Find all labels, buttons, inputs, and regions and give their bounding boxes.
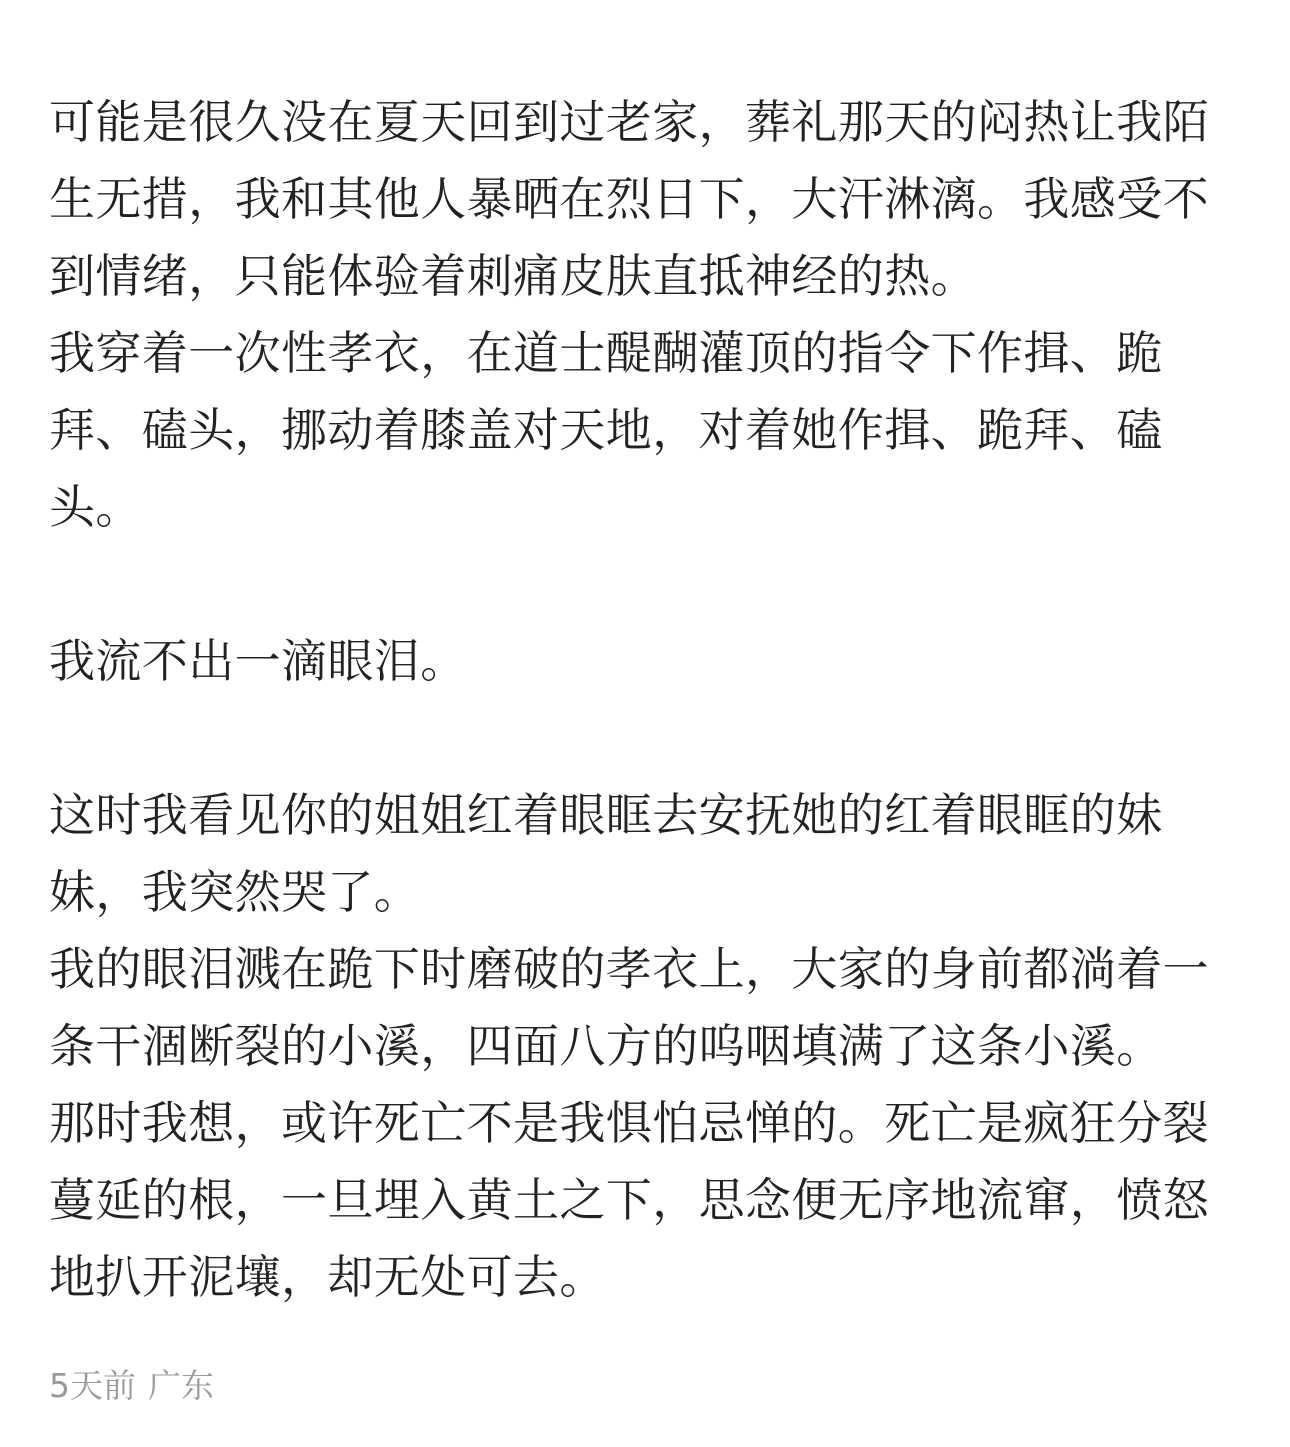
post-text-line: 生无措，我和其他人暴晒在烈日下，大汗淋漓。我感受不 bbox=[49, 172, 1209, 226]
post-time: 5天前 bbox=[49, 1366, 136, 1405]
post-text-line: 条干涸断裂的小溪，四面八方的呜咽填满了这条小溪。 bbox=[49, 1019, 1163, 1073]
post-text-line: 拜、磕头，挪动着膝盖对天地，对着她作揖、跪拜、磕 bbox=[49, 403, 1163, 457]
post-text-line: 到情绪，只能体验着刺痛皮肤直抵神经的热。 bbox=[49, 249, 977, 303]
post-text-line: 蔓延的根，一旦埋入黄土之下，思念便无序地流窜，愤怒 bbox=[49, 1173, 1209, 1227]
paragraph-gap bbox=[49, 700, 1249, 777]
post-text-line: 可能是很久没在夏天回到过老家，葬礼那天的闷热让我陌 bbox=[49, 95, 1209, 149]
post-text-line: 那时我想，或许死亡不是我惧怕忌惮的。死亡是疯狂分裂 bbox=[49, 1096, 1209, 1150]
post-text-line: 地扒开泥壤，却无处可去。 bbox=[49, 1250, 606, 1304]
post-body bbox=[49, 84, 1249, 1316]
post-meta bbox=[49, 1362, 214, 1410]
paragraph-gap bbox=[49, 546, 1249, 623]
post-text-line: 我流不出一滴眼泪。 bbox=[49, 634, 467, 688]
post-text-line: 我的眼泪溅在跪下时磨破的孝衣上，大家的身前都淌着一 bbox=[49, 942, 1209, 996]
post-text-line: 妹，我突然哭了。 bbox=[49, 865, 421, 919]
post-location: 广东 bbox=[148, 1366, 214, 1405]
post-text-line: 头。 bbox=[49, 480, 142, 534]
post-text-line: 我穿着一次性孝衣，在道士醍醐灌顶的指令下作揖、跪 bbox=[49, 326, 1163, 380]
post-text-line: 这时我看见你的姐姐红着眼眶去安抚她的红着眼眶的妹 bbox=[49, 788, 1163, 842]
